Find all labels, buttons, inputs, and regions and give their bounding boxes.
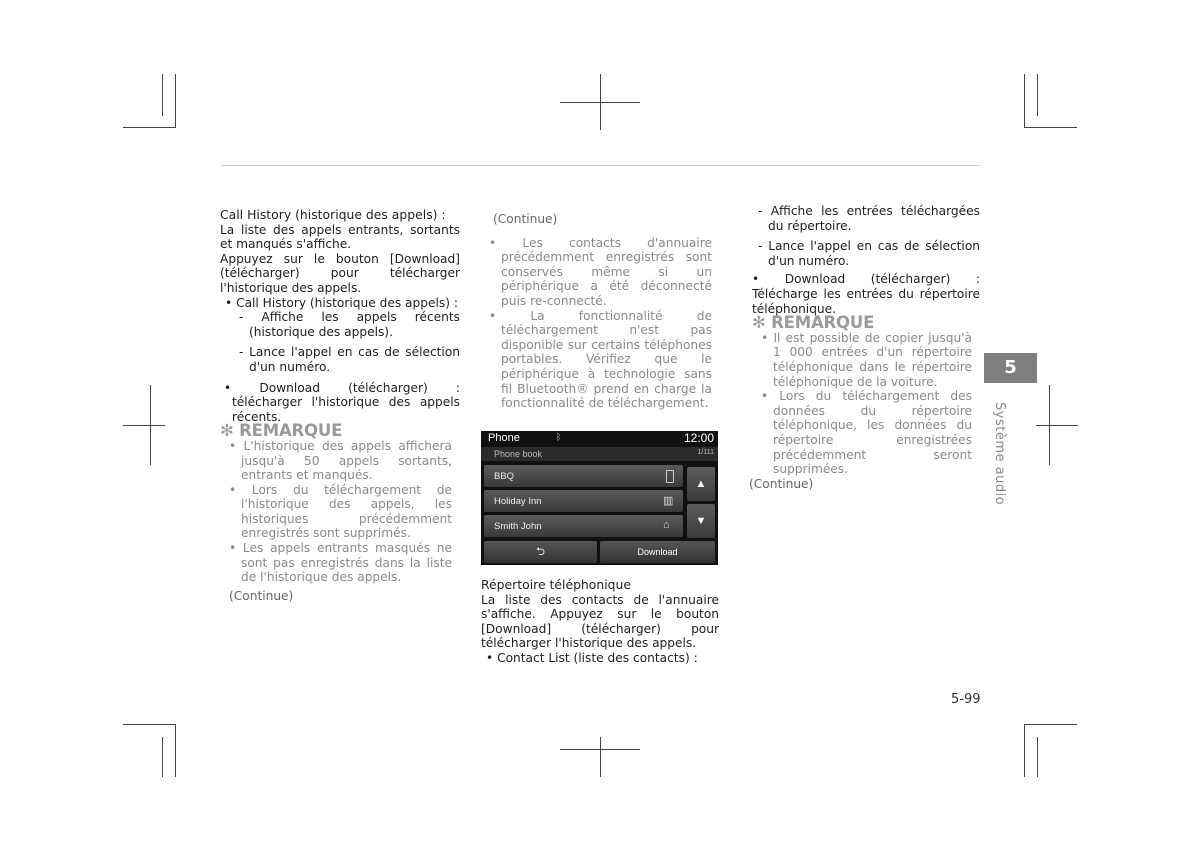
back-button[interactable] — [484, 541, 597, 563]
crop-mark — [123, 724, 176, 725]
crop-mark — [1024, 724, 1025, 777]
crop-mark — [1037, 737, 1038, 777]
contact-row[interactable] — [484, 465, 683, 487]
download-label: Download — [637, 547, 678, 557]
note-item: • Lors du téléchargement des données du répertoire téléphonique, les données du répertoire enregistrées précédemment seront supprimées. — [761, 389, 972, 477]
note-item: • Il est possible de copier jusqu'à 1 000 entrées d'un répertoire téléphonique dans le répertoire téléphonique de la voiture. — [761, 330, 972, 389]
crop-mark — [175, 724, 176, 777]
bullet-item: • Download (télécharger) : télécharger l'historique des appels récents. — [224, 380, 460, 424]
paragraph: Appuyez sur le bouton [Download] (télécharger) pour télécharger l'historique des appels. — [220, 251, 460, 295]
column-3 — [749, 204, 980, 491]
mobile-icon — [663, 469, 675, 482]
bullet-item: • Call History (historique des appels) : — [225, 295, 458, 310]
note-item: • Les contacts d'annuaire précédemment enregistrés sont conservés même si un périphérique a été déconnecté puis re-connecté. — [489, 235, 712, 308]
subtitle-bar — [481, 447, 718, 461]
bluetooth-icon: ᛒ — [556, 432, 562, 442]
chapter-label: Système audio — [992, 402, 1007, 506]
clock: 12:00 — [683, 431, 714, 445]
sub-bullet-item: - Lance l'appel en cas de sélection d'un numéro. — [758, 239, 980, 268]
contact-row[interactable] — [484, 515, 683, 537]
office-icon: ▥ — [663, 495, 674, 507]
section-heading: Call History (historique des appels) : — [220, 207, 446, 222]
contact-name: BBQ — [494, 471, 515, 482]
screen-title: Phone — [488, 432, 520, 444]
subtitle: Phone book — [494, 449, 543, 459]
continue-label: (Continue) — [493, 212, 558, 226]
sub-bullet-item: - Affiche les entrées téléchargées du répertoire. — [758, 204, 980, 233]
scroll-up-button[interactable]: ▲ — [687, 467, 715, 501]
crop-mark — [1024, 724, 1077, 725]
contact-row[interactable] — [484, 490, 683, 512]
sub-bullet-item: - Affiche les appels récents (historique des appels). — [239, 310, 460, 339]
column-1 — [220, 208, 460, 603]
column-2-lower — [481, 578, 719, 666]
crop-mark — [1036, 425, 1078, 426]
contact-name: Smith John — [494, 521, 542, 532]
column-2 — [481, 212, 719, 411]
bullet-item: • Download (télécharger) : Télécharge les entrées du répertoire téléphonique. — [752, 272, 980, 316]
paragraph: La liste des contacts de l'annuaire s'affiche. Appuyez sur le bouton [Download] (télécharger) pour télécharger l'historique des appels. — [481, 592, 719, 651]
continue-label: (Continue) — [229, 588, 294, 603]
crop-mark — [175, 74, 176, 127]
bullet-item: • Contact List (liste des contacts) : — [486, 650, 698, 665]
crop-mark — [1037, 74, 1038, 116]
note-item: • Les appels entrants masqués ne sont pas enregistrés dans la liste de l'historique des appels. — [229, 541, 452, 585]
note-item: • La fonctionnalité de téléchargement n'est pas disponible sur certains téléphones portables. Vérifiez que le périphérique à technologie sans fil Bluetooth® prend en charge la fonctionnalité de téléchargement. — [489, 308, 712, 411]
status-bar — [481, 431, 718, 447]
crop-mark — [1024, 127, 1077, 128]
crop-mark — [600, 74, 601, 130]
phonebook-screen — [481, 431, 718, 565]
crop-mark — [162, 74, 163, 116]
page-counter: 1/111 — [697, 449, 714, 456]
download-button[interactable] — [600, 541, 715, 563]
crop-mark — [123, 425, 165, 426]
note-title: ✻ REMARQUE — [220, 421, 343, 441]
crop-mark — [1049, 385, 1050, 465]
contact-name: Holiday Inn — [494, 496, 542, 507]
crop-mark — [150, 385, 151, 465]
back-icon: ⮌ — [536, 546, 545, 558]
crop-mark — [162, 737, 163, 777]
header-rule — [221, 165, 980, 166]
section-heading: Répertoire téléphonique — [481, 577, 632, 592]
crop-mark — [123, 127, 176, 128]
page-number: 5-99 — [951, 692, 981, 707]
note-title: ✻ REMARQUE — [752, 313, 875, 333]
chapter-tab: 5 — [984, 353, 1037, 383]
crop-mark — [600, 737, 601, 777]
note-item: • L'historique des appels affichera jusqu'à 50 appels sortants, entrants et manqués. — [229, 438, 452, 483]
home-icon: ⌂ — [663, 519, 670, 531]
scroll-down-button[interactable]: ▼ — [687, 504, 715, 538]
continue-label: (Continue) — [749, 476, 814, 491]
crop-mark — [1024, 74, 1025, 127]
note-item: • Lors du téléchargement de l'historique des appels, les historiques précédemment enregistrés sont supprimés. — [229, 482, 452, 541]
paragraph: La liste des appels entrants, sortants et manqués s'affiche. — [220, 222, 460, 252]
sub-bullet-item: - Lance l'appel en cas de sélection d'un numéro. — [239, 345, 460, 374]
